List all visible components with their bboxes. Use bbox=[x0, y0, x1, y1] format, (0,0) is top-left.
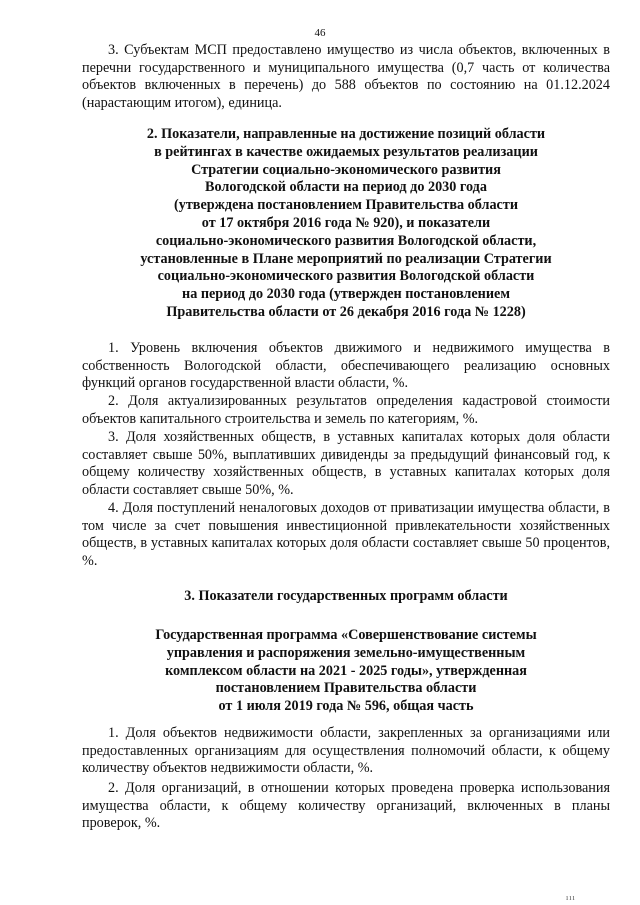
program-heading-line: управления и распоряжения земельно-имущественным bbox=[166, 644, 526, 661]
section-2-item: 3. Доля хозяйственных обществ, в уставных капиталах которых доля области составляет свыше 50%, выплативших дивиденды за предыдущий финансовый год, к общему количеству хозяйственных обществ, в уставных капиталах которых доля области составляет свыше 50%, %. bbox=[82, 429, 610, 498]
section-2-heading-line: социально-экономического развития Вологодской области, bbox=[155, 232, 537, 249]
program-heading-line: комплексом области на 2021 - 2025 годы», утвержденная bbox=[165, 662, 527, 679]
scan-mark: ııı bbox=[566, 893, 576, 902]
program-heading-line: Государственная программа «Совершенствование системы bbox=[155, 627, 537, 643]
section-2-item: 4. Доля поступлений неналоговых доходов от приватизации имущества области, в том числе за счет повышения инвестиционной привлекательности хозяйственных обществ, в уставных капиталах которых доля области составляет свыше 50 процентов, %. bbox=[82, 500, 610, 569]
section-3-heading bbox=[82, 588, 610, 606]
program-heading-line: постановлением Правительства области bbox=[215, 680, 477, 697]
section-2-item: 2. Доля актуализированных результатов определения кадастровой стоимости объектов капитального строительства и земель по категориям, %. bbox=[82, 393, 610, 427]
program-heading bbox=[82, 627, 610, 716]
section-2-heading-line: социально-экономического развития Вологодской области bbox=[157, 268, 535, 285]
section-2-heading-line: от 17 октября 2016 года № 920), и показатели bbox=[201, 214, 491, 231]
section-2-heading-line: (утверждена постановлением Правительства области bbox=[174, 197, 518, 214]
section-2-heading-line: установленные в Плане мероприятий по реализации Стратегии bbox=[140, 250, 552, 267]
section-2-heading-line: 2. Показатели, направленные на достижение позиций области bbox=[146, 126, 546, 142]
section-2-heading-line: Стратегии социально-экономического развития bbox=[191, 161, 501, 178]
intro-item: 3. Субъектам МСП предоставлено имущество из числа объектов, включенных в перечни государственного и муниципального имущества (0,7 часть от количества объектов включенных в перечень) до 588 объектов по состоянию на 01.12.2024 (нарастающим итогом), единица. bbox=[82, 42, 610, 111]
section-3-item: 1. Доля объектов недвижимости области, закрепленных за организациями или предоставленных организациям для осуществления полномочий области, к общему количеству объектов недвижимости области, %. bbox=[82, 725, 610, 776]
section-2-heading-line: в рейтингах в качестве ожидаемых результатов реализации bbox=[154, 143, 538, 160]
section-2-item: 1. Уровень включения объектов движимого и недвижимого имущества в собственность Вологодской области, обеспечивающего реализацию основных функций органов государственной власти области, %. bbox=[82, 340, 610, 391]
section-3-heading-text: 3. Показатели государственных программ области bbox=[184, 588, 508, 604]
section-2-heading-line: Правительства области от 26 декабря 2016 года № 1228) bbox=[166, 303, 526, 320]
section-3-item: 2. Доля организаций, в отношении которых проведена проверка использования имущества области, к общему количеству организаций, включенных в планы проверок, %. bbox=[82, 780, 610, 831]
section-2-heading-line: на период до 2030 года (утвержден постановлением bbox=[182, 286, 510, 303]
section-2-heading-line: Вологодской области на период до 2030 года bbox=[205, 179, 487, 196]
page-number: 46 bbox=[314, 27, 326, 39]
program-heading-line: от 1 июля 2019 года № 596, общая часть bbox=[218, 698, 474, 715]
section-2-heading bbox=[82, 126, 610, 322]
